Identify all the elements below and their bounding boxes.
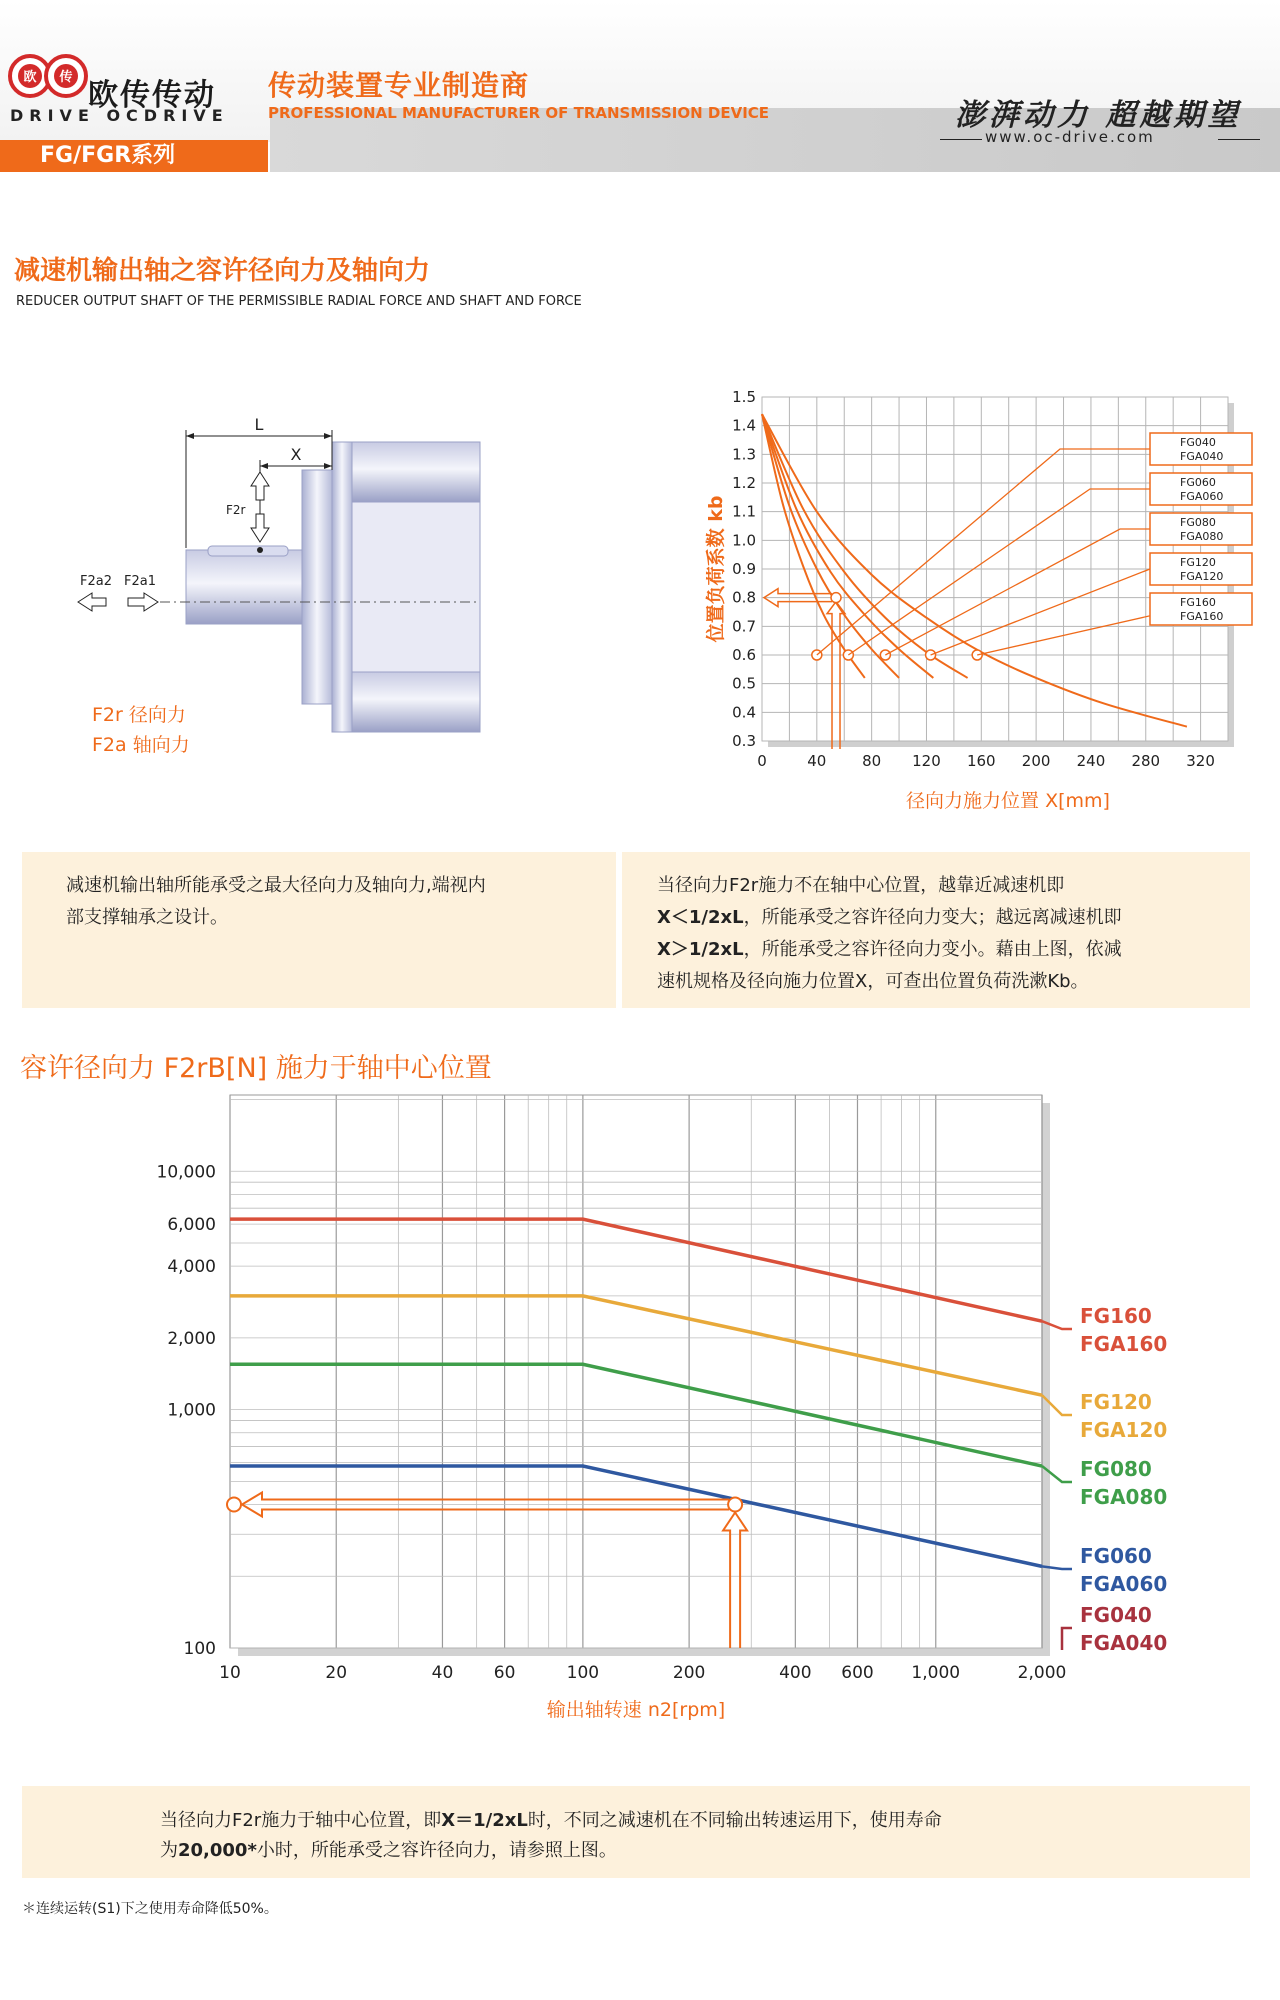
chart2-x-tick-label: 400 xyxy=(779,1663,812,1683)
note-line2-b: 小时，所能承受之容许径向力，请参照上图。 xyxy=(256,1840,617,1861)
chart1-y-tick-label: 0.3 xyxy=(732,732,756,750)
note-box xyxy=(22,1786,1250,1878)
chart2-y-tick-label: 10,000 xyxy=(156,1162,216,1183)
info-box-right xyxy=(622,852,1250,1008)
chart1-y-tick-label: 1.0 xyxy=(732,531,756,550)
chart1-reference-point xyxy=(843,650,853,660)
info-right-line2 xyxy=(657,902,1230,934)
chart2-legend-label-b: FGA060 xyxy=(1080,1572,1168,1596)
chart2-legend-label-a: FG040 xyxy=(1080,1603,1152,1627)
chart2-plot-area xyxy=(230,1095,1042,1648)
label-X: X xyxy=(290,445,302,464)
chart2-legend-label-a: FG160 xyxy=(1080,1304,1152,1328)
chart2-x-tick-label: 1,000 xyxy=(911,1663,961,1683)
chart2-legend xyxy=(1042,1304,1167,1655)
arrow-X-right-icon xyxy=(324,463,332,469)
chart1-x-tick-label: 200 xyxy=(1021,752,1051,770)
section1-title: 减速机输出轴之容许径向力及轴向力 xyxy=(14,256,431,286)
chart2-legend-label-b: FGA160 xyxy=(1080,1332,1168,1356)
note-line2 xyxy=(160,1836,1250,1866)
chart1-x-tick-label: 280 xyxy=(1131,752,1161,770)
chart1-legend-label-a: FG040 xyxy=(1180,436,1216,449)
chart2-x-tick-label: 40 xyxy=(431,1663,454,1683)
section2-title: 容许径向力 F2rB[N] 施力于轴中心位置 xyxy=(20,1053,492,1084)
output-shaft xyxy=(186,550,302,624)
company-logo-mark-icon xyxy=(6,44,90,106)
legend-axial-force: F2a 轴向力 xyxy=(92,734,190,756)
chart1-legend-label-b: FGA040 xyxy=(1180,450,1224,463)
housing-collar xyxy=(302,470,332,704)
chart1-y-axis-label: 位置负荷系数 kb xyxy=(705,495,727,643)
chart2-x-tick-label: 2,000 xyxy=(1017,1663,1067,1683)
housing-flange xyxy=(332,442,352,732)
chart1-y-tick-label: 0.4 xyxy=(732,703,756,722)
website-rule-left xyxy=(940,139,982,140)
label-F2a2: F2a2 xyxy=(80,574,112,589)
chart1-y-tick-label: 1.5 xyxy=(732,388,756,406)
chart2-x-tick-label: 200 xyxy=(672,1663,706,1683)
chart2-example-point xyxy=(728,1497,742,1511)
chart1-y-tick-label: 0.7 xyxy=(732,617,756,636)
chart1-x-tick-label: 0 xyxy=(757,752,767,770)
shaft-key xyxy=(208,546,288,556)
chart1-example-point xyxy=(831,593,841,603)
chart1-x-tick-label: 320 xyxy=(1186,752,1215,770)
force-point xyxy=(257,547,263,553)
chart2-x-axis-label: 输出轴转速 n2[rpm] xyxy=(546,1699,726,1721)
arrow-L-left-icon xyxy=(186,433,194,439)
chart2-legend-label-b: FGA080 xyxy=(1080,1485,1168,1509)
radial-force-down-arrow-icon xyxy=(251,514,269,542)
info-right-line3 xyxy=(657,934,1230,966)
note-line1-a: 当径向力F2r施力于轴中心位置，即 xyxy=(160,1810,442,1831)
info-box-left xyxy=(22,852,616,1008)
chart1-reference-point xyxy=(880,650,890,660)
chart1-legend-label-b: FGA120 xyxy=(1180,570,1224,583)
chart2-example-end-point xyxy=(227,1497,241,1511)
chart2-legend-label-a: FG120 xyxy=(1080,1390,1152,1414)
chart2-y-tick-label: 1,000 xyxy=(167,1400,216,1421)
chart1-y-tick-label: 1.4 xyxy=(732,416,756,435)
chart2-y-tick-label: 4,000 xyxy=(167,1257,216,1278)
info-right-line1: 当径向力F2r施力不在轴中心位置，越靠近减速机即 xyxy=(657,875,1065,896)
note-line1-bold: X＝1/2xL xyxy=(441,1810,528,1831)
arrow-L-right-icon xyxy=(324,433,332,439)
chart2-x-tick-label: 100 xyxy=(566,1663,600,1683)
radial-force-up-arrow-icon xyxy=(251,472,269,500)
chart1-y-tick-label: 1.2 xyxy=(732,474,756,492)
chart2-legend-label-b: FGA120 xyxy=(1080,1418,1168,1442)
kb-factor-chart xyxy=(660,375,1270,825)
website-rule-right xyxy=(1218,139,1260,140)
housing-body-middle xyxy=(352,502,480,672)
chart1-legend-label-a: FG080 xyxy=(1180,516,1216,529)
tagline-chinese: 传动装置专业制造商 xyxy=(268,69,530,102)
series-tab: FG/FGR系列 xyxy=(0,140,268,172)
info-right-line2-bold: X＜1/2xL xyxy=(657,907,744,928)
chart1-y-tick-label: 1.1 xyxy=(732,502,756,521)
slogan: 澎湃动力 超越期望 xyxy=(955,98,1242,133)
logo-english: DRIVE OCDRIVE xyxy=(10,106,229,125)
section1-subtitle: REDUCER OUTPUT SHAFT OF THE PERMISSIBLE RADIAL FORCE AND SHAFT AND FORCE xyxy=(16,294,582,309)
chart2-legend-label-b: FGA040 xyxy=(1080,1631,1168,1655)
note-line2-a: 为 xyxy=(160,1840,178,1861)
info-right-line3-bold: X＞1/2xL xyxy=(657,939,744,960)
label-L: L xyxy=(254,415,264,434)
chart2-y-tick-label: 6,000 xyxy=(167,1215,216,1236)
chart2-y-tick-label: 100 xyxy=(183,1639,216,1659)
info-left-line2: 部支撑轴承之设计。 xyxy=(66,907,228,928)
website-url: www.oc-drive.com xyxy=(985,128,1155,146)
chart1-x-axis-label: 径向力施力位置 X[mm] xyxy=(906,790,1110,812)
chart2-legend-leader xyxy=(1062,1628,1072,1650)
chart1-x-tick-label: 240 xyxy=(1076,752,1106,770)
chart2-x-tick-label: 10 xyxy=(219,1663,241,1683)
chart1-legend-label-b: FGA080 xyxy=(1180,530,1224,543)
axial-force-left-arrow-icon xyxy=(78,593,106,611)
housing-body-top xyxy=(352,442,480,502)
arrow-X-left-icon xyxy=(260,463,268,469)
chart1-y-tick-label: 0.8 xyxy=(732,588,756,607)
legend-radial-force: F2r 径向力 xyxy=(92,704,186,726)
chart2-x-tick-label: 60 xyxy=(493,1663,516,1683)
logo-mark-left: 欧 xyxy=(23,70,37,85)
logo-chinese: 欧传传动 xyxy=(88,78,216,113)
tagline-english: PROFESSIONAL MANUFACTURER OF TRANSMISSION DEVICE xyxy=(268,104,770,122)
chart1-y-tick-label: 1.3 xyxy=(732,445,756,464)
note-line1-b: 时，不同之减速机在不同输出转速运用下，使用寿命 xyxy=(527,1810,942,1831)
chart1-legend-label-a: FG160 xyxy=(1180,596,1216,609)
housing-body-bottom xyxy=(352,672,480,732)
chart2-x-tick-label: 20 xyxy=(325,1663,348,1683)
chart1-y-tick-label: 0.6 xyxy=(732,646,756,664)
chart2-x-tick-label: 600 xyxy=(841,1663,874,1683)
label-F2a1: F2a1 xyxy=(124,574,156,589)
footnote: ＊连续运转(S1)下之使用寿命降低50%。 xyxy=(22,1901,278,1917)
label-F2r: F2r xyxy=(226,503,246,517)
chart1-legend-label-b: FGA060 xyxy=(1180,490,1224,503)
info-right-line4: 速机规格及径向施力位置X，可查出位置负荷洗漱Kb。 xyxy=(657,971,1089,992)
chart1-x-tick-label: 120 xyxy=(912,752,941,770)
radial-force-chart xyxy=(120,1085,1270,1765)
chart1-y-tick-label: 0.9 xyxy=(732,560,756,578)
chart1-x-tick-label: 80 xyxy=(862,752,882,770)
note-line1 xyxy=(160,1806,1250,1836)
chart1-legend-label-a: FG120 xyxy=(1180,556,1216,569)
info-right-line3-rest: ，所能承受之容许径向力变小。藉由上图，依减 xyxy=(743,939,1122,960)
chart1-legend-label-b: FGA160 xyxy=(1180,610,1224,623)
info-left-line1: 减速机输出轴所能承受之最大径向力及轴向力,端视内 xyxy=(66,875,486,896)
page-header xyxy=(0,0,1280,172)
chart2-legend-label-a: FG080 xyxy=(1080,1457,1152,1481)
axial-force-right-arrow-icon xyxy=(128,593,158,611)
info-right-line2-rest: ，所能承受之容许径向力变大；越远离减速机即 xyxy=(743,907,1122,928)
chart2-y-tick-label: 2,000 xyxy=(167,1328,216,1349)
logo-mark-right: 传 xyxy=(59,70,73,85)
chart2-legend-label-a: FG060 xyxy=(1080,1544,1152,1568)
chart1-y-tick-label: 0.5 xyxy=(732,674,756,693)
chart1-legend-label-a: FG060 xyxy=(1180,476,1216,489)
chart1-x-tick-label: 160 xyxy=(966,752,996,770)
chart1-x-tick-label: 40 xyxy=(807,752,827,770)
note-line2-bold: 20,000* xyxy=(178,1840,257,1861)
